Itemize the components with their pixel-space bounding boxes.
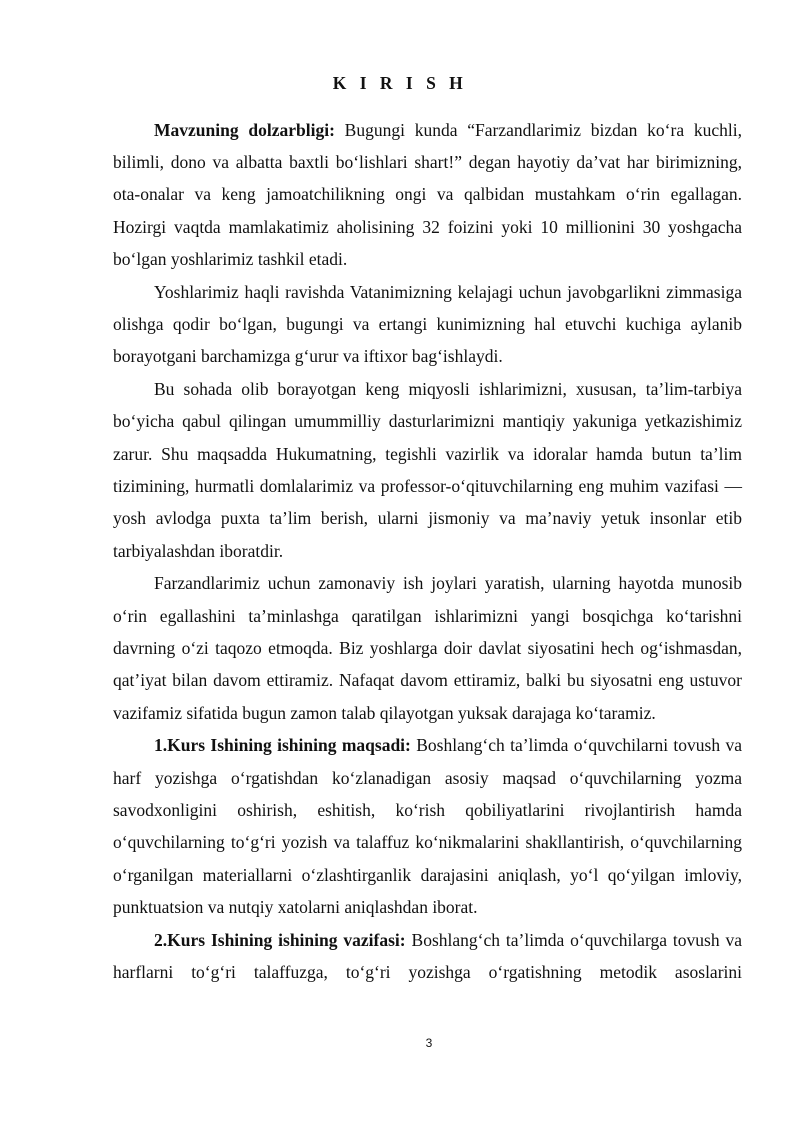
paragraph-lead: 1.Kurs Ishining ishining maqsadi: — [154, 735, 411, 756]
paragraph-relevance — [113, 114, 742, 276]
paragraph-text: Bu sohada olib borayotgan keng miqyosli ishlarimizni, xususan, ta’lim-tarbiya bo‘yicha qabul qilingan umummilliy dasturlarimizni mantiqiy yakuniga yetkazishimiz zarur. Shu maqsadda Hukumatning, tegishli vazirlik va idoralar hamda butun ta’lim tizimining, hurmatli domlalarimiz va professor-o‘qituvchilarning eng muhim vazifasi — yosh avlodga puxta ta’lim berish, ularni jismoniy va ma’naviy yetuk insonlar etib tarbiyalashdan iboratdir. — [113, 378, 742, 561]
paragraph-text: Boshlang‘ch ta’limda o‘quvchilarni tovush va harf yozishga o‘rgatishdan ko‘zlanadigan asosiy maqsad o‘quvchilarning yozma savodxonligini oshirish, eshitish, ko‘rish qobiliyatlarini rivojlantirish hamda o‘quvchilarning to‘g‘ri yozish va talaffuz ko‘nikmalarini shakllantirish, o‘quvchilarning o‘rganilgan materiallarni o‘zlashtirganlik darajasini aniqlash, yo‘l qo‘yilgan imloviy, punktuatsion va nutqiy xatolarni aniqlashdan iborat. — [113, 735, 743, 918]
paragraph-text: Boshlang‘ch ta’limda o‘quvchilarga tovush va harflarni to‘g‘ri talaffuzga, to‘g‘ri yozishga o‘rgatishning metodik asoslarini — [113, 929, 742, 983]
page-number: 3 — [425, 1036, 433, 1050]
page-title: K I R I S H — [332, 73, 468, 93]
paragraph-text: Bugungi kunda “Farzandlarimiz bizdan ko‘ra kuchli, bilimli, dono va albatta baxtli bo‘lishlari shart!” degan hayotiy da’vat har birimizning, ota-onalar va keng jamoatchilikning ongi va qalbidan mustahkam o‘rin egallagan. Hozirgi vaqtda mamlakatimiz aholisining 32 foizini yoki 10 millionini 30 yoshgacha bo‘lgan yoshlarimiz tashkil etadi. — [113, 119, 742, 270]
paragraph-text: Farzandlarimiz uchun zamonaviy ish joylari yaratish, ularning hayotda munosib o‘rin egallashini ta’minlashga qaratilgan ishlarimizni yangi bosqichga ko‘tarishni davrning o‘zi taqozo etmoqda. Biz yoshlarga doir davlat siyosatini hech og‘ishmasdan, qat’iyat bilan davom ettiramiz. Nafaqat davom ettiramiz, balki bu siyosatni eng ustuvor vazifamiz sifatida bugun zamon talab qilayotgan yuksak darajaga ko‘taramiz. — [113, 573, 742, 723]
paragraph-tasks — [113, 924, 742, 989]
paragraph-lead: Mavzuning dolzarbligi: — [154, 119, 335, 140]
paragraph-goal — [113, 729, 742, 923]
paragraph-lead: 2.Kurs Ishining ishining vazifasi: — [154, 929, 406, 950]
paragraph-text: Yoshlarimiz haqli ravishda Vatanimizning kelajagi uchun javobgarlikni zimmasiga olishga qodir bo‘lgan, bugungi va ertangi kunimizning hal etuvchi kuchiga aylanib borayotgani barchamizga g‘urur va iftixor bag‘ishlaydi. — [113, 281, 742, 367]
paragraph-jobs — [113, 567, 742, 729]
paragraph-youth — [113, 276, 742, 373]
paragraph-education — [113, 373, 742, 567]
document-body — [113, 114, 742, 989]
